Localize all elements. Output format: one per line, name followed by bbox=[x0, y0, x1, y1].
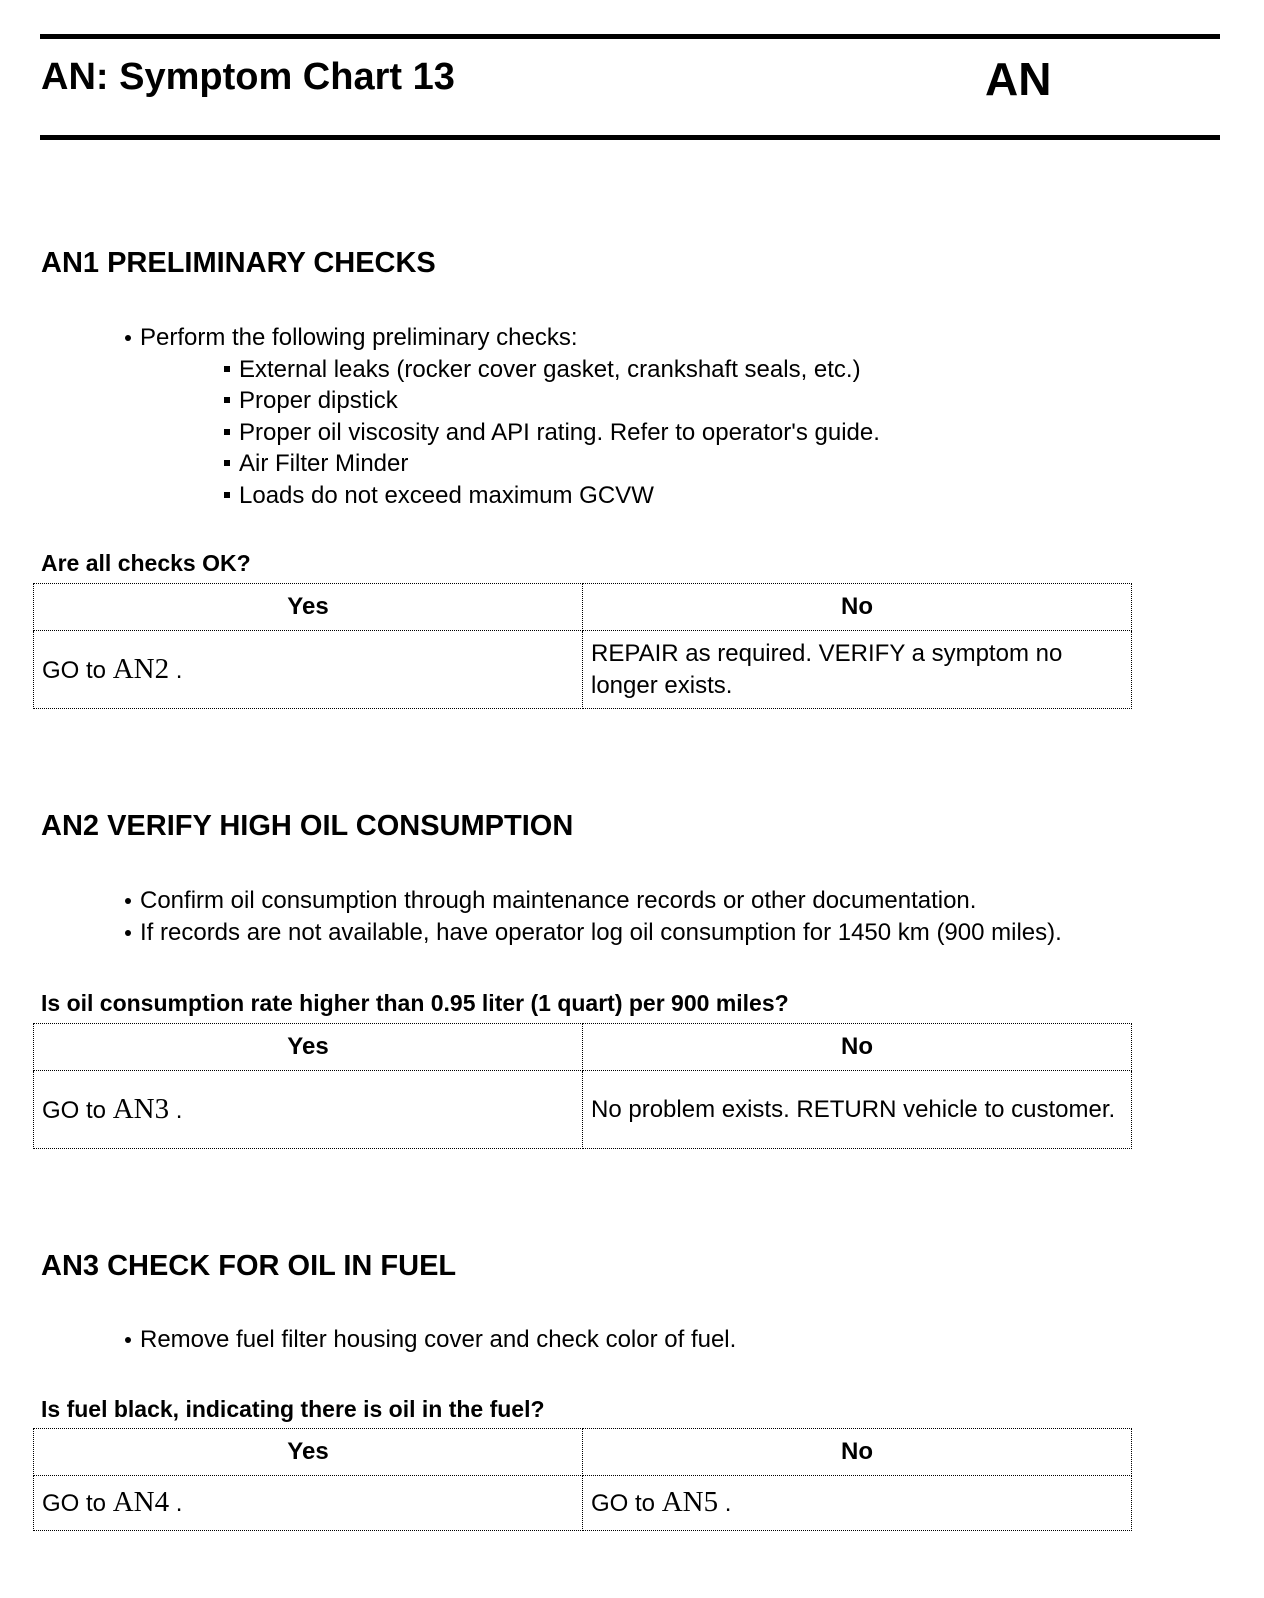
link-an2[interactable]: AN2 bbox=[112, 652, 170, 685]
an1-checklist bbox=[123, 322, 880, 511]
decision-table-an2 bbox=[33, 1023, 1132, 1149]
no-header: No bbox=[583, 584, 1132, 631]
list-item: Perform the following preliminary checks: bbox=[123, 322, 880, 354]
list-item: External leaks (rocker cover gasket, crankshaft seals, etc.) bbox=[222, 354, 880, 386]
yes-cell: GO to AN2 . bbox=[34, 631, 583, 709]
section-heading-an1: AN1 PRELIMINARY CHECKS bbox=[41, 247, 436, 279]
page-title: AN: Symptom Chart 13 bbox=[41, 56, 455, 98]
yes-header: Yes bbox=[34, 584, 583, 631]
list-item: Proper oil viscosity and API rating. Refer to operator's guide. bbox=[222, 417, 880, 449]
no-cell: No problem exists. RETURN vehicle to customer. bbox=[583, 1071, 1132, 1149]
section-heading-an3: AN3 CHECK FOR OIL IN FUEL bbox=[41, 1250, 457, 1282]
list-item: Air Filter Minder bbox=[222, 448, 880, 480]
list-item: Loads do not exceed maximum GCVW bbox=[222, 480, 880, 512]
no-cell: GO to AN5 . bbox=[583, 1476, 1132, 1531]
chart-code: AN bbox=[985, 53, 1052, 105]
no-header: No bbox=[583, 1024, 1132, 1071]
yes-cell: GO to AN4 . bbox=[34, 1476, 583, 1531]
no-header: No bbox=[583, 1429, 1132, 1476]
yes-header: Yes bbox=[34, 1429, 583, 1476]
header-bottom-rule bbox=[40, 135, 1220, 140]
yes-cell: GO to AN3 . bbox=[34, 1071, 583, 1149]
an2-list bbox=[123, 885, 1062, 948]
yes-header: Yes bbox=[34, 1024, 583, 1071]
list-item: Confirm oil consumption through maintenance records or other documentation. bbox=[123, 885, 1062, 917]
decision-table-an3 bbox=[33, 1428, 1132, 1531]
decision-table-an1 bbox=[33, 583, 1132, 709]
link-an4[interactable]: AN4 bbox=[112, 1486, 170, 1518]
list-item: Remove fuel filter housing cover and check color of fuel. bbox=[123, 1324, 736, 1356]
question-an1: Are all checks OK? bbox=[41, 550, 251, 576]
list-item: If records are not available, have operator log oil consumption for 1450 km (900 miles). bbox=[123, 917, 1062, 949]
link-an3[interactable]: AN3 bbox=[112, 1092, 170, 1125]
question-an3: Is fuel black, indicating there is oil in the fuel? bbox=[41, 1396, 545, 1422]
list-item: Proper dipstick bbox=[222, 385, 880, 417]
header-top-rule bbox=[40, 34, 1220, 39]
an3-list bbox=[123, 1324, 736, 1356]
section-heading-an2: AN2 VERIFY HIGH OIL CONSUMPTION bbox=[41, 810, 574, 842]
link-an5[interactable]: AN5 bbox=[661, 1486, 719, 1518]
question-an2: Is oil consumption rate higher than 0.95 liter (1 quart) per 900 miles? bbox=[41, 990, 789, 1016]
no-cell: REPAIR as required. VERIFY a symptom no longer exists. bbox=[583, 631, 1132, 709]
